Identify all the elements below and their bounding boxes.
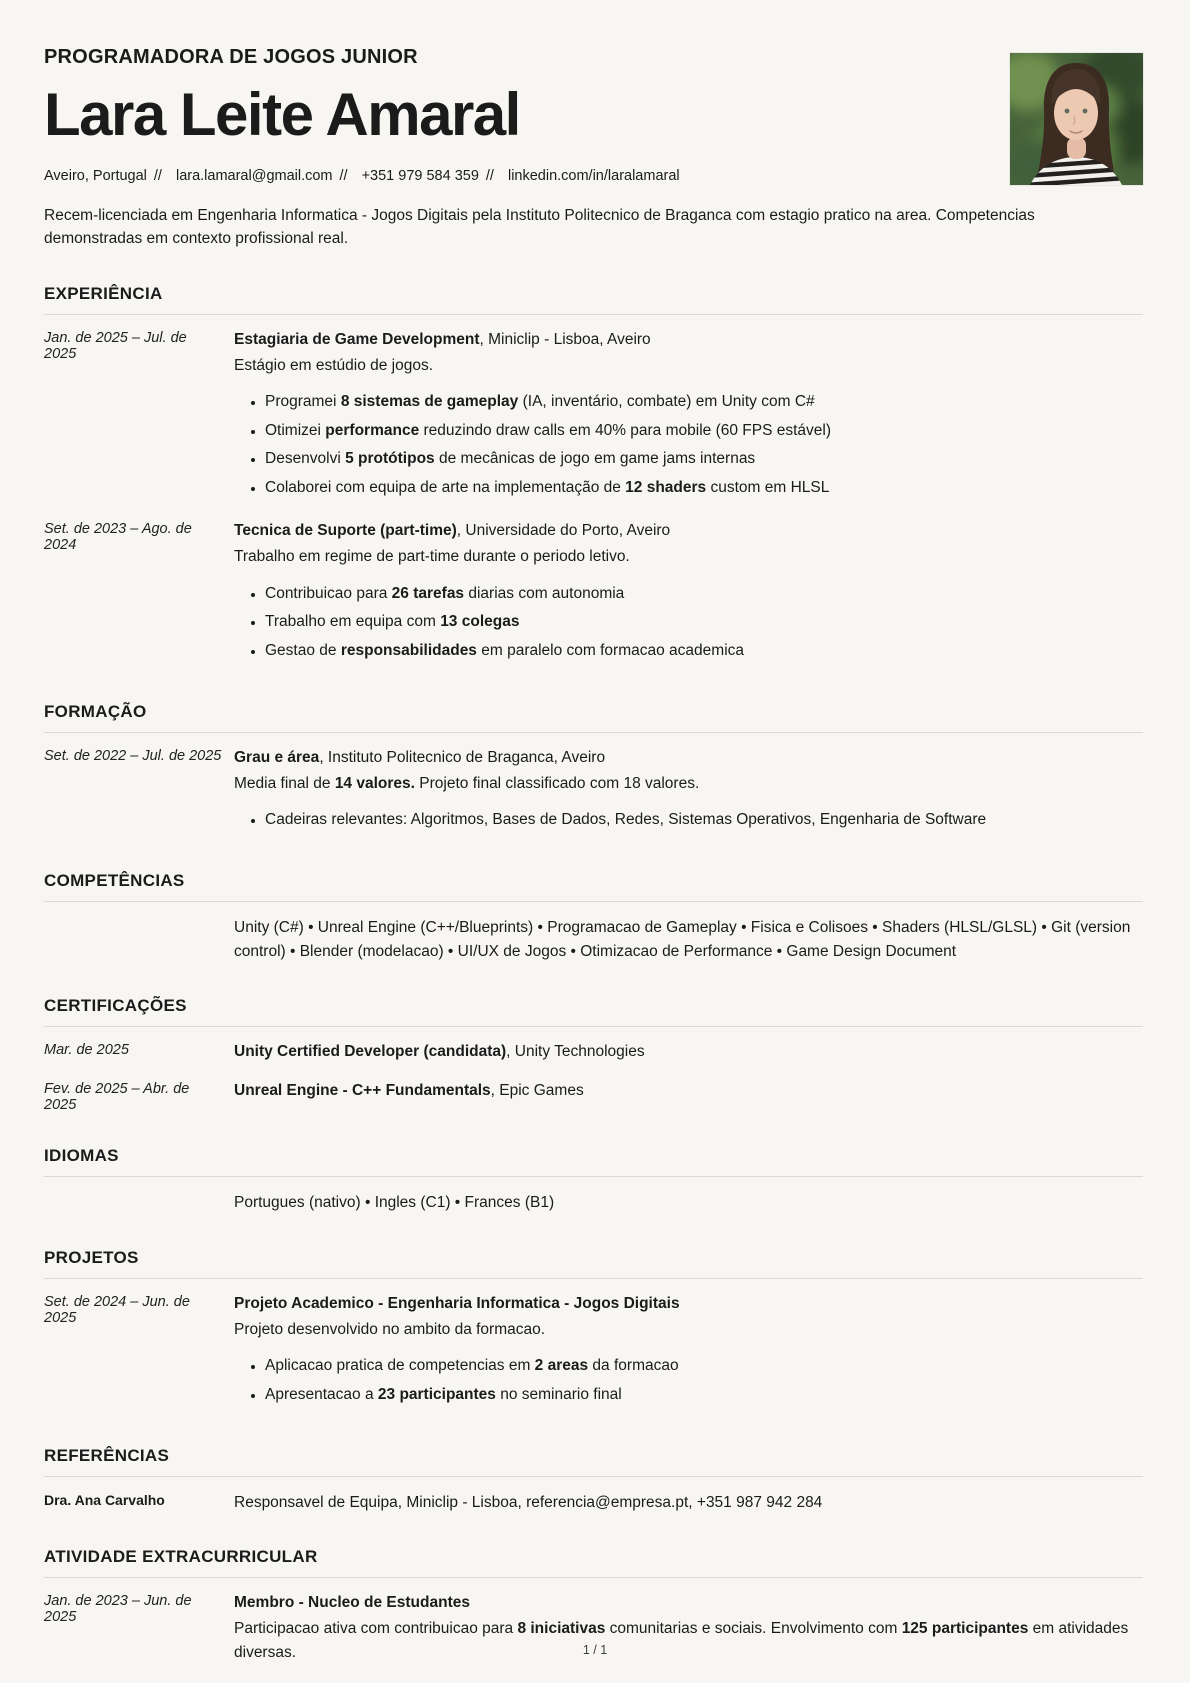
summary-text: Recem-licenciada em Engenharia Informatica - Jogos Digitais pela Instituto Politecnico de Braganca com estagio pratico na area. Competencias demonstradas em contexto profissional real. xyxy=(44,207,1035,248)
entry-description: Estágio em estúdio de jogos. xyxy=(234,356,434,374)
section-row xyxy=(44,1177,1143,1214)
row-body xyxy=(234,329,1143,506)
row-body xyxy=(234,1041,1143,1066)
section-rows xyxy=(44,315,1143,669)
contact-linkedin: linkedin.com/in/laralamaral xyxy=(507,168,680,184)
contact-email: lara.lamaral@gmail.com xyxy=(175,168,333,184)
row-left-label: Jan. de 2025 – Jul. de 2025 xyxy=(44,329,187,362)
entry-title: Grau e área xyxy=(234,748,320,766)
entry-title-line xyxy=(234,520,1143,542)
section-row xyxy=(44,315,1143,506)
bullet-item: • Programei 8 sistemas de gameplay (IA, inventário, combate) em Unity com C# xyxy=(265,390,1143,414)
contact-location: Aveiro, Portugal xyxy=(44,168,147,184)
section-heading: PROJETOS xyxy=(44,1248,1143,1279)
resume-section xyxy=(44,871,1143,963)
resume-section xyxy=(44,1146,1143,1214)
section-rows xyxy=(44,902,1143,963)
section-heading: FORMAÇÃO xyxy=(44,702,1143,733)
entry-subtitle: , Instituto Politecnico de Braganca, Aveiro xyxy=(319,748,606,766)
entry-bullets xyxy=(234,582,1143,663)
bullet-item: • Cadeiras relevantes: Algoritmos, Bases de Dados, Redes, Sistemas Operativos, Engenharia de Software xyxy=(265,808,1143,832)
entry-title-line xyxy=(234,1041,1143,1063)
row-left-label: Fev. de 2025 – Abr. de 2025 xyxy=(44,1081,190,1114)
entry-description: Unity (C#) • Unreal Engine (C++/Blueprints) • Programacao de Gameplay • Fisica e Colisoes • Shaders (HLSL/GLSL) • Git (version control) • Blender (modelacao) • UI/UX de Jogos • Otimizacao de Performance • Game Design Document xyxy=(234,919,1131,960)
candidate-name: Lara Leite Amaral xyxy=(44,81,520,148)
contact-phone: +351 979 584 359 xyxy=(361,168,479,184)
entry-description: Media final de 14 valores. Projeto final classificado com 18 valores. xyxy=(234,775,700,793)
row-left-label xyxy=(44,916,234,963)
section-heading: COMPETÊNCIAS xyxy=(44,871,1143,902)
section-row xyxy=(44,733,1143,839)
contact-separator: // xyxy=(153,168,162,184)
row-left-label xyxy=(44,1191,234,1214)
resume-section xyxy=(44,1446,1143,1514)
row-body xyxy=(234,1293,1143,1413)
section-rows xyxy=(44,1477,1143,1514)
section-row xyxy=(44,1027,1143,1066)
entry-bullets xyxy=(234,808,1143,832)
entry-title-line xyxy=(234,1293,1143,1315)
entry-description: Projeto desenvolvido no ambito da formacao. xyxy=(234,1320,546,1338)
bullet-item: • Colaborei com equipa de arte na implementação de 12 shaders custom em HLSL xyxy=(265,476,1143,500)
section-rows xyxy=(44,1279,1143,1413)
entry-title: Projeto Academico - Engenharia Informatica - Jogos Digitais xyxy=(234,1294,680,1312)
section-heading: CERTIFICAÇÕES xyxy=(44,996,1143,1027)
row-left-label: Mar. de 2025 xyxy=(44,1041,129,1058)
section-row xyxy=(44,1066,1143,1113)
contact-line xyxy=(44,168,1143,184)
profile-photo xyxy=(1010,53,1143,185)
row-left-label: Set. de 2023 – Ago. de 2024 xyxy=(44,520,192,553)
sections-container xyxy=(44,284,1143,1664)
section-rows xyxy=(44,1027,1143,1113)
entry-bullets xyxy=(234,390,1143,500)
entry-title: Tecnica de Suporte (part-time) xyxy=(234,521,457,539)
section-rows xyxy=(44,1177,1143,1214)
contact-separator: // xyxy=(485,168,494,184)
section-row xyxy=(44,1279,1143,1413)
row-body xyxy=(234,747,1143,839)
section-row xyxy=(44,506,1143,669)
section-heading: EXPERIÊNCIA xyxy=(44,284,1143,315)
entry-title: Membro - Nucleo de Estudantes xyxy=(234,1594,470,1611)
row-body xyxy=(234,1191,1143,1214)
resume-header xyxy=(44,46,1143,251)
entry-title: Estagiaria de Game Development xyxy=(234,330,480,348)
resume-section xyxy=(44,996,1143,1113)
bullet-item: • Gestao de responsabilidades em paralelo com formacao academica xyxy=(265,639,1143,663)
row-left-label: Dra. Ana Carvalho xyxy=(44,1491,165,1508)
page-indicator: 1 / 1 xyxy=(582,1643,608,1657)
bullet-item: • Apresentacao a 23 participantes no seminario final xyxy=(265,1383,1143,1407)
row-left-label: Jan. de 2023 – Jun. de 2025 xyxy=(44,1593,192,1625)
entry-subtitle: , Miniclip - Lisboa, Aveiro xyxy=(479,330,651,348)
resume-section xyxy=(44,1248,1143,1413)
entry-subtitle: , Unity Technologies xyxy=(506,1042,645,1060)
row-body xyxy=(234,520,1143,669)
entry-description: Participacao ativa com contribuicao para 8 iniciativas comunitarias e sociais. Envolvimento com 125 participantes em atividades diversas. xyxy=(234,1620,1129,1661)
section-heading: ATIVIDADE EXTRACURRICULAR xyxy=(44,1547,1143,1578)
entry-title: Unreal Engine - C++ Fundamentals xyxy=(234,1082,491,1100)
entry-description: Trabalho em regime de part-time durante o periodo letivo. xyxy=(234,548,630,566)
bullet-item: • Contribuicao para 26 tarefas diarias com autonomia xyxy=(265,582,1143,606)
row-left-label: Set. de 2022 – Jul. de 2025 xyxy=(44,747,222,764)
entry-description: Portugues (nativo) • Ingles (C1) • Frances (B1) xyxy=(234,1194,555,1212)
bullet-item: • Aplicacao pratica de competencias em 2 areas da formacao xyxy=(265,1354,1143,1378)
row-body xyxy=(234,1491,1143,1514)
row-body xyxy=(234,916,1143,963)
section-rows xyxy=(44,733,1143,839)
section-row xyxy=(44,902,1143,963)
row-body xyxy=(234,1080,1143,1113)
entry-title-line xyxy=(234,1592,1143,1614)
role-title: PROGRAMADORA DE JOGOS JUNIOR xyxy=(44,46,418,68)
profile-photo-illustration xyxy=(1010,53,1143,185)
row-left-label: Set. de 2024 – Jun. de 2025 xyxy=(44,1293,190,1326)
entry-bullets xyxy=(234,1354,1143,1407)
bullet-item: • Desenvolvi 5 protótipos de mecânicas de jogo em game jams internas xyxy=(265,447,1143,471)
entry-subtitle: , Universidade do Porto, Aveiro xyxy=(456,521,671,539)
section-heading: IDIOMAS xyxy=(44,1146,1143,1177)
contact-separator: // xyxy=(339,168,348,184)
section-row xyxy=(44,1477,1143,1514)
bullet-item: • Trabalho em equipa com 13 colegas xyxy=(265,610,1143,634)
section-heading: REFERÊNCIAS xyxy=(44,1446,1143,1477)
bullet-item: • Otimizei performance reduzindo draw calls em 40% para mobile (60 FPS estável) xyxy=(265,419,1143,443)
resume-section xyxy=(44,284,1143,669)
entry-title: Unity Certified Developer (candidata) xyxy=(234,1042,507,1060)
entry-title-line xyxy=(234,747,1143,769)
entry-subtitle: , Epic Games xyxy=(490,1082,584,1100)
entry-title-line xyxy=(234,1080,1143,1102)
resume-section xyxy=(44,702,1143,839)
entry-description: Responsavel de Equipa, Miniclip - Lisboa, referencia@empresa.pt, +351 987 942 284 xyxy=(234,1493,823,1511)
entry-title-line xyxy=(234,329,1143,351)
